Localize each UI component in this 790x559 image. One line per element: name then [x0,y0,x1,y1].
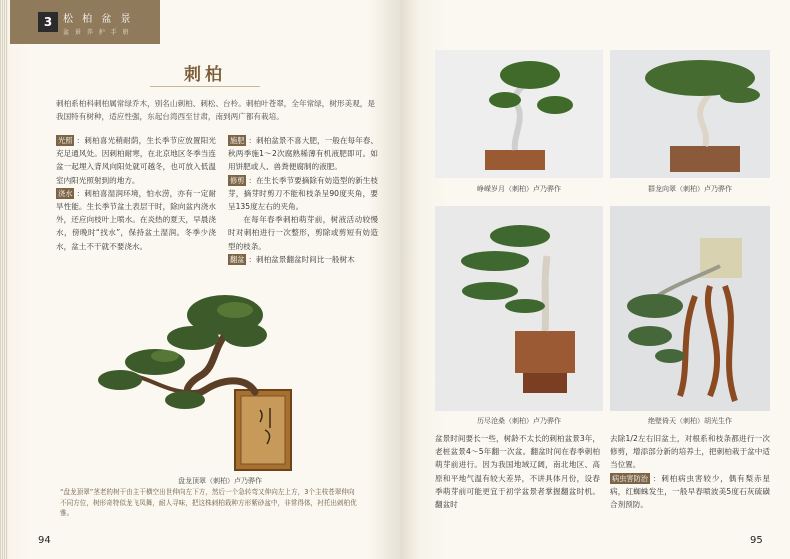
caption-2: 群龙向翠（刺柏）卢乃骅作 [648,185,732,193]
photo-1 [435,50,603,178]
intro-paragraph: 刺柏系柏科刺柏属常绿乔木，别名山刺柏、刺松、台柃。刺柏叶苍翠，全年常绿，树形美观，是我国特有树种，适应性强，东起台湾西至甘肃，南到两广都有栽培。 [56,99,375,121]
right-page [400,0,790,559]
title-divider [150,86,260,87]
caption-4: 绝壁倚天（刺柏）胡光生作 [648,417,732,425]
pot-1 [485,150,545,170]
text-pests: ：刺柏病虫害较少，偶有梨赤星病，红蜘蛛发生，一般早春喷波美5度石灰硫磺合剂预防。 [610,473,770,510]
paragraph-prune [228,174,378,214]
tag-pests: 病虫害防治 [612,473,648,483]
tag-repot: 翻盆 [230,254,245,264]
bonsai-photo-3 [435,206,603,411]
chapter-header [10,0,160,44]
photo-2 [610,50,770,178]
text-repot-end: 去除1/2左右旧盆土，对根系和枝条都进行一次修剪，增添部分新的培养土，把刺柏栽于盆中适当位置。 [610,434,770,470]
text-prune: ：在生长季节要摘除有妨造型的新生枝芽，摘芽时剪刀不能和枝条呈90度夹角，要呈135度左右的夹角。 [228,175,378,212]
photo-3 [435,206,603,411]
tag-fertilize: 施肥 [230,136,245,145]
text-shaping: 在每年春季刺柏萌芽前，树液活动较慢时对刺柏进行一次整形，剪除或剪短有妨造型的枝条。 [228,215,378,251]
photo-4 [610,206,770,411]
tag-light: 光照 [58,136,73,145]
paragraph-pests [610,472,770,512]
pot-3 [515,331,575,373]
text-fertilize: ：刺柏盆景不喜大肥，一般在每年春、秋两季施1～2次腐熟稀薄有机液肥即可。如用饼肥或人、兽粪便腐制的液肥。 [228,136,378,172]
paragraph-water [56,187,216,253]
chapter-title: 松 柏 盆 景 [63,14,134,25]
caption-1: 峥嵘岁月（刺柏）卢乃骅作 [477,185,561,193]
paragraph-shaping [228,213,378,253]
caption-3: 历尽沧桑（刺柏）卢乃骅作 [477,417,561,425]
page-title: 刺柏 [184,65,226,85]
text-repot: ：刺柏盆景翻盆时间比一般树木 [248,254,355,264]
bonsai-photo-4 [610,206,770,411]
right-column-2 [610,432,770,511]
bonsai-photo-coiled-dragon [95,280,305,475]
paragraph-repot-end [610,432,770,472]
paragraph-fertilize [228,134,378,174]
text-light: ：刺柏喜光稍耐荫，生长季节应放置阳光充足通风处。因刺柏耐寒，在北京地区冬季当连盆一起埋入背风向阳处就可越冬，也可放入低温室内阳光照射到的地方。 [56,136,216,185]
paragraph-repot [228,253,378,266]
right-column-1 [435,432,600,511]
bonsai-photo-1 [435,50,603,178]
root-stand-4 [680,286,735,401]
page-number-left: 94 [38,535,51,546]
bonsai-photo-2 [610,50,770,178]
text-water: ：刺柏喜湿润环境，怕水涝，亦有一定耐旱性能。生长季节盆土表层干时，除向盆内浇水外，还应向枝叶上喷水。在炎热的夏天，早晨浇水，傍晚时“找水”，保持盆土湿润。冬季少浇水，盆土不干就不要浇水。 [56,188,216,251]
text-repot-continued: 盆景时间要长一些，树龄不太长的刺柏盆景3年，老桩盆景4～5年翻一次盆。翻盆时间在春季刺柏萌芽前进行。因为我国地域辽阔，南北地区、高原和平地气温有较大差异，不讲具体月份，设春季萌芽前可能更宜于初学盆景者掌握翻盆时机。翻盆时 [435,434,600,510]
page-edge [0,0,8,559]
photo-caption: 盘龙顶翠（刺柏）卢乃骅作 [178,477,262,485]
left-column-2 [228,134,378,266]
tag-water: 浇水 [58,188,73,198]
pot-2 [670,146,740,172]
trunk-1 [515,80,530,150]
paragraph-light [56,134,216,187]
photo-note: “盘龙顶翠”茎老的树干由主干横空出世伸向左下方，然后一个急转弯又伸向左上方，3个主枝苍翠伸向不同方位，树形奇特似龙飞凤舞，耐人寻味，把这株刺柏栽种方形紫砂盆中，非常得体，衬托出刺柏优雅。 [60,488,357,517]
trunk-3 [545,256,547,331]
chapter-number: 3 [38,12,58,32]
left-column-1 [56,134,216,253]
chapter-subtitle: 盆 景 养 护 手 册 [63,29,131,36]
pot-panel [241,396,285,464]
stand-3 [523,373,567,393]
tag-prune: 修剪 [230,175,245,185]
page-number-right: 95 [750,535,763,546]
